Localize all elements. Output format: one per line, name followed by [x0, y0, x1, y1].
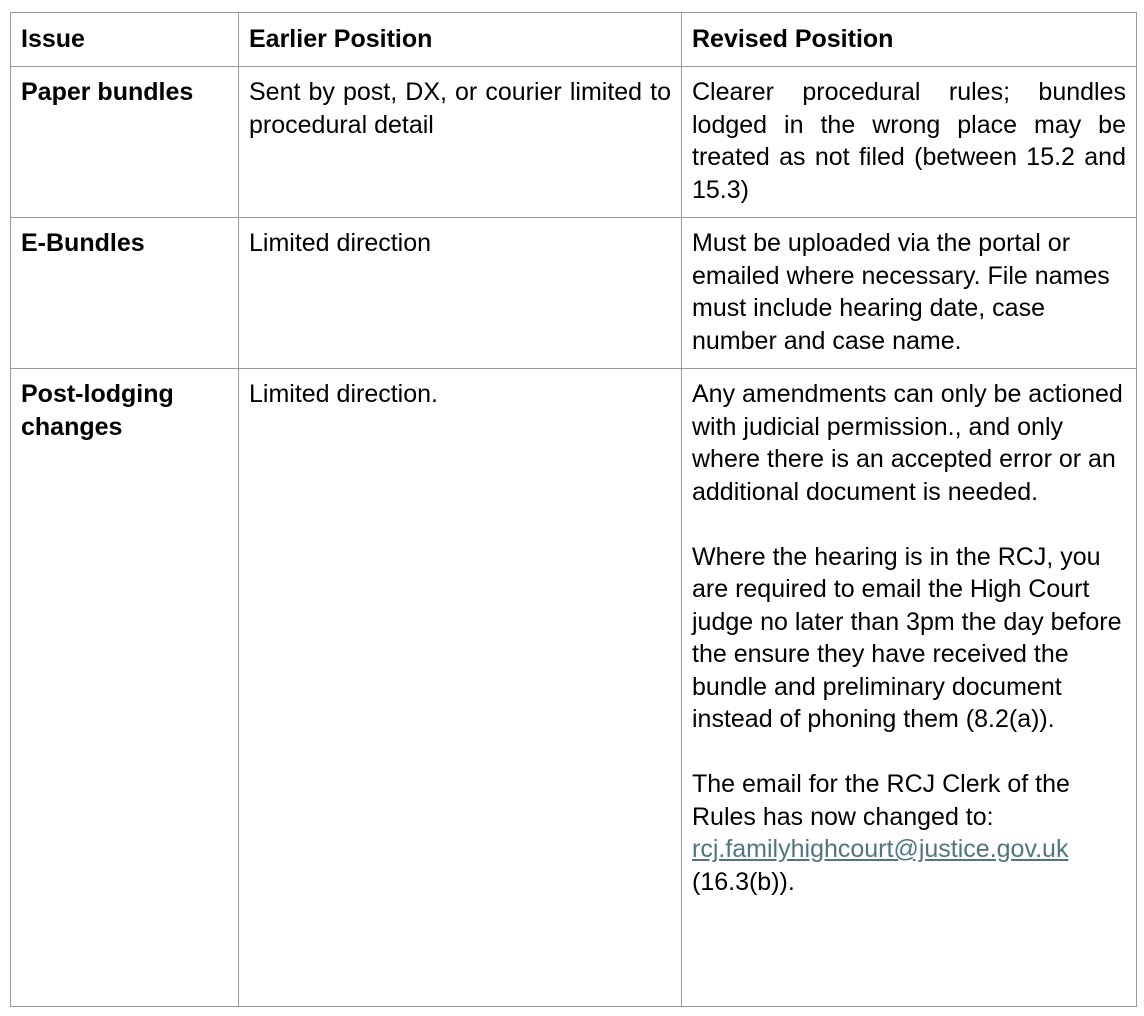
- table-row: [11, 67, 1137, 218]
- email-intro: The email for the RCJ Clerk of the Rules has now changed to:: [692, 770, 1070, 831]
- revised-paragraph: Clearer procedural rules; bundles lodged in the wrong place may be treated as not filed (between 15.2 and 15.3): [692, 78, 1126, 204]
- revised-paragraph: [692, 768, 1126, 898]
- table-row: [11, 218, 1137, 369]
- earlier-position-cell: Limited direction.: [239, 369, 682, 1007]
- earlier-position-cell: Limited direction: [239, 218, 682, 369]
- revised-position-cell: [682, 218, 1137, 369]
- comparison-table: [10, 12, 1137, 1007]
- revised-paragraph: Must be uploaded via the portal or emailed where necessary. File names must include hearing date, case number and case name.: [692, 229, 1110, 355]
- earlier-position-cell: Sent by post, DX, or courier limited to procedural detail: [239, 67, 682, 218]
- issue-cell: Paper bundles: [11, 67, 239, 218]
- header-earlier-position: Earlier Position: [239, 13, 682, 67]
- revised-paragraph: Where the hearing is in the RCJ, you are required to email the High Court judge no later than 3pm the day before the ensure they have received the bundle and preliminary document instead of phoning them (8.2(a)).: [692, 542, 1122, 733]
- email-reference: (16.3(b)).: [692, 867, 795, 896]
- table-row: [11, 369, 1137, 1007]
- revised-paragraph: Any amendments can only be actioned with judicial permission., and only where there is an accepted error or an additional document is needed.: [692, 380, 1123, 506]
- issue-cell: E-Bundles: [11, 218, 239, 369]
- issue-cell: Post-lodging changes: [11, 369, 239, 1007]
- header-issue: Issue: [11, 13, 239, 67]
- revised-position-cell: [682, 369, 1137, 1007]
- table-header-row: [11, 13, 1137, 67]
- revised-position-cell: [682, 67, 1137, 218]
- header-revised-position: Revised Position: [682, 13, 1137, 67]
- email-link[interactable]: rcj.familyhighcourt@justice.gov.uk: [692, 835, 1069, 863]
